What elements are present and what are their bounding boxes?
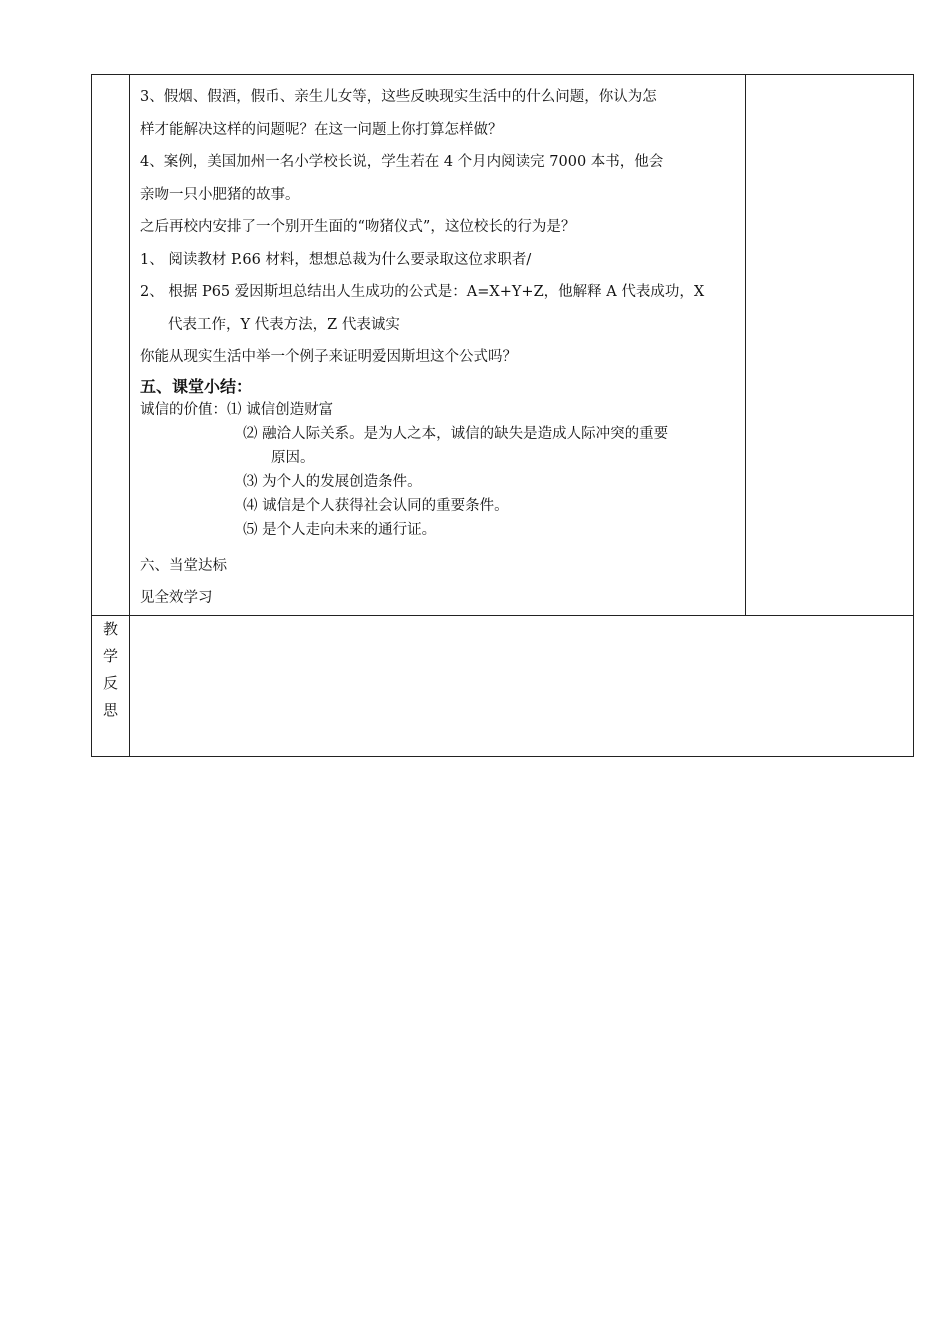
reflection-label-char: 思 <box>102 700 118 719</box>
reflection-label-char: 反 <box>102 673 118 692</box>
example-question: 你能从现实生活中举一个例子来证明爱因斯坦这个公式吗？ <box>140 349 517 365</box>
reflection-label-char: 学 <box>102 646 118 665</box>
reflection-content-cell <box>130 615 914 756</box>
question-3-line-1: 3、假烟、假酒，假币、亲生儿女等，这些反映现实生活中的什么问题，你认为怎 <box>140 89 657 105</box>
summary-point-2-line-1: ⑵ 融洽人际关系。是为人之本，诚信的缺失是造成人际冲突的重要 <box>243 425 669 442</box>
lesson-content-cell <box>130 75 746 616</box>
question-4-line-3: 之后再校内安排了一个别开生面的“吻猪仪式”，这位校长的行为是？ <box>140 219 576 235</box>
list-item-2-line-1: 2、 根据 P65 爱因斯坦总结出人生成功的公式是：A=X+Y+Z，他解释 A 代表成功，X <box>140 284 705 300</box>
summary-point-2-line-2: 原因。 <box>271 449 315 466</box>
reflection-row <box>92 615 914 756</box>
summary-point-3: ⑶ 为个人的发展创造条件。 <box>243 473 422 490</box>
reference-note: 见全效学习 <box>140 590 213 606</box>
reflection-label-char: 教 <box>102 619 118 638</box>
question-4-line-1: 4、案例，美国加州一名小学校长说，学生若在 4 个月内阅读完 7000 本书，他会 <box>140 154 664 170</box>
question-4-line-2: 亲吻一只小肥猪的故事。 <box>140 186 300 203</box>
left-label-cell <box>92 75 130 616</box>
summary-point-5: ⑸ 是个人走向未来的通行证。 <box>243 521 437 538</box>
lesson-content-row <box>92 75 914 616</box>
summary-heading: 五、课堂小结： <box>140 376 253 396</box>
list-item-2-line-2: 代表工作，Y 代表方法，Z 代表诚实 <box>168 316 400 333</box>
reflection-label-cell <box>92 615 130 756</box>
question-3-line-2: 样才能解决这样的问题呢？在这一问题上你打算怎样做？ <box>140 121 503 138</box>
lesson-plan-table <box>91 74 914 757</box>
summary-lead: 诚信的价值：⑴ 诚信创造财富 <box>140 401 334 418</box>
summary-point-4: ⑷ 诚信是个人获得社会认同的重要条件。 <box>243 497 509 514</box>
section-6-heading: 六、当堂达标 <box>140 557 227 574</box>
right-notes-cell <box>746 75 914 616</box>
list-item-1: 1、 阅读教材 P.66 材料，想想总裁为什么要录取这位求职者/ <box>140 251 532 268</box>
